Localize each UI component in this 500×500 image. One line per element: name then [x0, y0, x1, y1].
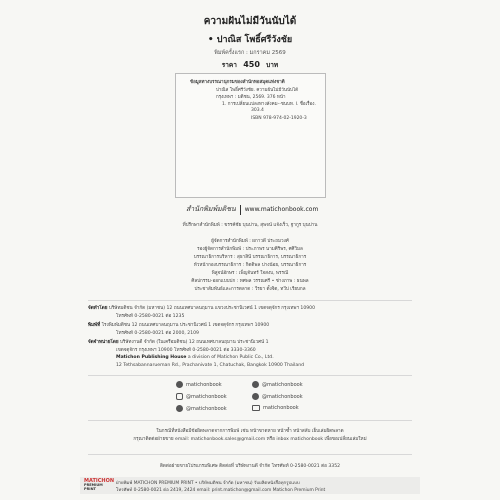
credit-deputy: รองผู้จัดการสำนักพิมพ์ : ประภาพร นามศิริพร, ศศิวิมล: [197, 247, 303, 252]
publisher-logo: สำนักพิมพ์มติชน: [186, 205, 236, 213]
cip-box: [175, 73, 326, 198]
printer-label: พิมพ์ที่: [88, 323, 101, 328]
credit-proofreader: พิสูจน์อักษร : เพ็ญจันทร์ ใจสงบ, พรรณี: [211, 271, 289, 276]
printer-info: [88, 322, 269, 329]
credit-advisors: ที่ปรึกษาสำนักพิมพ์ : ขรรค์ชัย บุนปาน, สุพจน์ แจ้งเร็ว, ฐากูร บุนปาน: [182, 223, 318, 228]
social-handle: @matichonbook: [186, 405, 227, 412]
social-facebook-2[interactable]: [176, 405, 227, 412]
printer-tel: โทรศัพท์ 0-2580-0021 ต่อ 2000, 2109: [116, 331, 199, 336]
divider: [88, 454, 412, 455]
seller-info: [88, 339, 269, 346]
contact-line-1: ในกรณีที่หนังสือมีข้อผิดพลาดจากการพิมพ์ เช่น หน้าขาดหาย หน้าซ้ำ หน้าสลับ เย็บเล่มผิดพลาด: [156, 429, 344, 434]
sales-note: ติดต่อฝ่ายขายโปรแกรมพิเศษ ติดต่อที่ บริษัทงานดี จำกัด โทรศัพท์ 0-2580-0021 ต่อ 3352: [159, 464, 341, 469]
publisher-english-rest: a division of Matichon Public Co., Ltd.: [187, 355, 274, 360]
seller-address: เขตจตุจักร กรุงเทพฯ 10900 โทรศัพท์ 0-2580-0021 ต่อ 3330-3360: [116, 348, 256, 353]
distributor-text: บริษัทมติชน จำกัด (มหาชน) 12 ถนนเทศบาลนฤมาน แขวงประชานิเวศน์ 1 เขตจตุจักร กรุงเทพฯ 10900: [108, 306, 316, 311]
cip-line: กรุงเทพฯ : มติชน, 2569. 376 หน้า: [216, 95, 286, 100]
credit-art: ศิลปกรรม-ออกแบบปก : ทศพล วรรณศรี • ช่างภาพ : ธนพล: [191, 279, 309, 284]
credit-manager: ผู้จัดการสำนักพิมพ์ : ผกาวดี ประถมวงศ์: [211, 239, 289, 244]
divider: [88, 375, 412, 376]
matichon-premium-print-logo: [84, 479, 114, 491]
distributor-info: [88, 305, 315, 312]
logo-line: PRINT: [84, 487, 96, 491]
distributor-label: จัดทำโดย: [88, 306, 108, 311]
twitter-icon: [252, 381, 259, 388]
credit-managing-editor: บรรณาธิการบริหาร : สุธาสินี บรรณาธิการ, บรรณาธิการ: [193, 255, 307, 260]
social-line[interactable]: [252, 393, 303, 400]
publisher-english-address: 12 Tethsabannarueman Rd., Prachanivate 1, Chatuchak, Bangkok 10900 Thailand: [116, 363, 305, 368]
messenger-icon: [176, 405, 183, 412]
publisher-english: [116, 355, 274, 360]
social-twitter[interactable]: [252, 381, 303, 388]
social-handle: matichonbook: [263, 405, 299, 411]
social-web[interactable]: [252, 405, 299, 411]
facebook-icon: [176, 381, 183, 388]
social-facebook-1[interactable]: [176, 381, 222, 388]
cip-classification: 303.4: [251, 108, 264, 113]
cip-line: 1. การเปลี่ยนแปลงทางสังคม--ชนบท. I. ชื่อเรื่อง.: [222, 102, 316, 107]
distributor-tel: โทรศัพท์ 0-2580-0021 ต่อ 1235: [116, 314, 185, 319]
credit-pr: ประชาสัมพันธ์และการตลาด : วีรยา ตั้งจิต, ทวีป เรียบกล: [194, 287, 306, 292]
seller-label: จัดจำหน่ายโดย: [88, 340, 119, 345]
publisher-english-name: Matichon Publishing House: [116, 355, 187, 360]
price-value: 450: [243, 60, 260, 69]
printer-footer-line-1: ฝ่ายพิมพ์ MATICHON PREMIUM PRINT • บริษัทมติชน จำกัด (มหาชน) รับผลิตหนังสือทุกรูปแบบ: [116, 481, 300, 486]
social-handle: @matichonbook: [262, 381, 303, 388]
social-handle: @matichonbook: [186, 393, 227, 400]
logo-divider: [240, 205, 241, 215]
printer-footer-line-2: โทรศัพท์ 0-2580-0021 ต่อ 2419, 2424 email: print.matichon@gmail.com Matichon Premium Print: [116, 488, 326, 493]
publisher-url[interactable]: www.matichonbook.com: [244, 206, 319, 213]
mail-icon: [252, 405, 260, 411]
book-title: ความฝันไม่มีวันนับได้: [203, 16, 297, 27]
price-label: ราคา: [221, 61, 237, 69]
cip-isbn: ISBN 978-974-02-1920-3: [251, 116, 307, 121]
printer-footer: [80, 477, 420, 494]
credit-text-editor: หัวหน้ากองบรรณาธิการ : กิตติพล ปางน้อย, บรรณาธิการ: [193, 263, 307, 268]
author-name: • ปาณิส โพธิ์ศรีวังชัย: [207, 35, 293, 45]
social-instagram[interactable]: [176, 393, 227, 400]
divider: [88, 300, 412, 301]
line-icon: [252, 393, 259, 400]
social-handle: @matichonbook: [262, 393, 303, 400]
social-handle: matichonbook: [186, 381, 222, 388]
cip-heading: ข้อมูลทางบรรณานุกรมของสำนักหอสมุดแห่งชาติ: [190, 80, 285, 85]
printing-info: พิมพ์ครั้งแรก : มกราคม 2569: [214, 50, 286, 56]
cip-line: ปาณิส โพธิ์ศรีวังชัย. ความฝันไม่มีวันนับได้: [216, 88, 299, 93]
logo-line: PREMIUM: [84, 483, 103, 487]
price: [0, 60, 500, 70]
price-unit: บาท: [266, 61, 279, 69]
seller-text: บริษัทงานดี จำกัด (ในเครือมติชน) 12 ถนนเทศบาลนฤมาน ประชานิเวศน์ 1: [120, 340, 269, 345]
publisher-logo-row: [186, 204, 318, 215]
divider: [88, 420, 412, 421]
contact-line-2: กรุณาติดต่อฝ่ายขาย email: matichonbook.sales@gmail.com หรือ inbox matichonbook เพื่อขอเปลี่ยนเล่มใหม่: [133, 437, 367, 442]
logo-line: MATICHON: [84, 478, 115, 484]
printer-text: โรงพิมพ์มติชน 12 ถนนเทศบาลนฤมาน ประชานิเวศน์ 1 เขตจตุจักร กรุงเทพฯ 10900: [101, 323, 270, 328]
instagram-icon: [176, 393, 183, 400]
